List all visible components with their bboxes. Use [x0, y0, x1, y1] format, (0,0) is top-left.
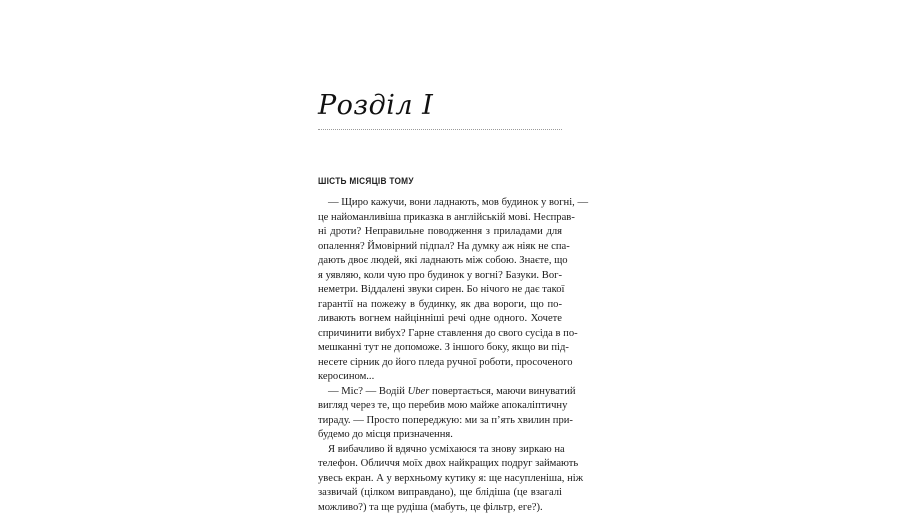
text-line: тираду. — Просто попереджую: ми за п’ять хвилин при-	[318, 414, 562, 429]
text-line: телефон. Обличчя моїх двох найкращих подруг займають	[318, 457, 562, 472]
text-line: це найоманливіша приказка в англійській мові. Несправ-	[318, 211, 562, 226]
text-line	[318, 385, 562, 400]
body-text	[318, 196, 562, 515]
text-line: дають двоє людей, які ладнають між собою. Знаєте, що	[318, 254, 562, 269]
text-line: ливають вогнем найцінніші речі одне одного. Хочете	[318, 312, 562, 327]
italic-brand-name: Uber	[408, 386, 430, 397]
text-line: керосином...	[318, 370, 562, 385]
text-segment: повертається, маючи винуватий	[429, 386, 575, 397]
text-line: гарантії на пожежу в будинку, як два вороги, що по-	[318, 298, 562, 313]
dotted-divider	[318, 129, 562, 130]
text-line: несете сірник до його пледа ручної роботи, просоченого	[318, 356, 562, 371]
paragraph-1	[318, 196, 562, 385]
book-page	[318, 0, 564, 510]
paragraph-2	[318, 385, 562, 443]
text-line: мешканні тут не допоможе. З іншого боку, якщо ви під-	[318, 341, 562, 356]
text-line: ні дроти? Неправильне поводження з приладами для	[318, 225, 562, 240]
chapter-title: Розділ I	[318, 88, 433, 124]
text-line: спричинити вибух? Гарне ставлення до свого сусіда в по-	[318, 327, 562, 342]
text-line: будемо до місця призначення.	[318, 428, 562, 443]
text-line: увесь екран. А у верхньому кутику я: ще насупленіша, ніж	[318, 472, 562, 487]
section-label: ШІСТЬ МІСЯЦІВ ТОМУ	[318, 176, 414, 186]
text-line: я уявляю, коли чую про будинок у вогні? Базуки. Вог-	[318, 269, 562, 284]
text-line: вигляд через те, що перебив мою майже апокаліптичну	[318, 399, 562, 414]
text-line: можливо?) та ще рудіша (мабуть, це фільтр, еге?).	[318, 501, 562, 515]
text-line: — Щиро кажучи, вони ладнають, мов будинок у вогні, —	[318, 196, 562, 211]
text-line: зазвичай (цілком виправдано), ще блідіша (це взагалі	[318, 486, 562, 501]
text-line: Я вибачливо й вдячно усміхаюся та знову зиркаю на	[318, 443, 562, 458]
paragraph-3	[318, 443, 562, 515]
text-line: неметри. Віддалені звуки сирен. Бо нічого не дає такої	[318, 283, 562, 298]
text-line: опалення? Ймовірний підпал? На думку аж ніяк не спа-	[318, 240, 562, 255]
text-segment: — Міс? — Водій	[328, 386, 408, 397]
